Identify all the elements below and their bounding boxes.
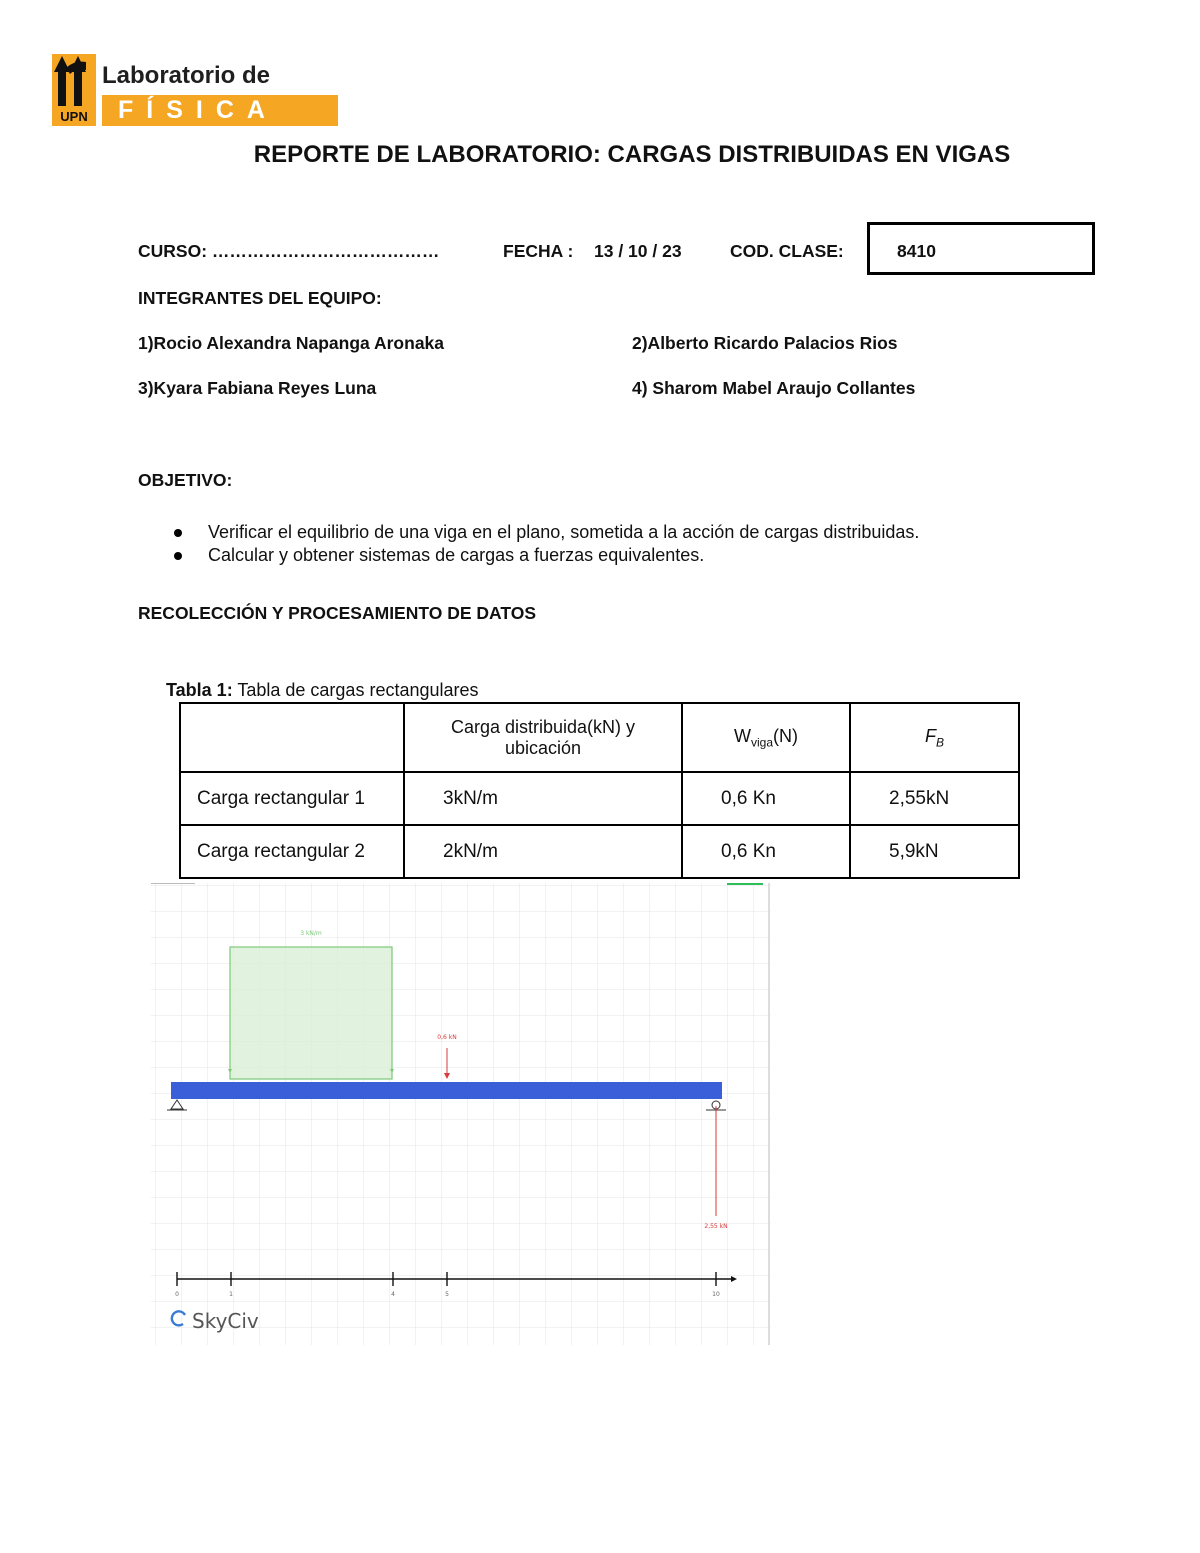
table-header-empty bbox=[180, 703, 404, 772]
cell-load: 3kN/m bbox=[404, 772, 682, 825]
objective-list bbox=[174, 521, 919, 567]
point-load-label: 0,6 kN bbox=[437, 1034, 457, 1041]
axis-tick-label: 10 bbox=[712, 1291, 720, 1298]
header-fb-sub: B bbox=[935, 735, 944, 750]
distributed-load-label: 3 kN/m bbox=[300, 930, 322, 937]
table-caption-text: Tabla de cargas rectangulares bbox=[232, 680, 479, 700]
list-item bbox=[174, 521, 919, 544]
page-title: REPORTE DE LABORATORIO: CARGAS DISTRIBUIDAS EN VIGAS bbox=[253, 141, 1011, 168]
upn-logo bbox=[52, 54, 292, 128]
cell-weight: 0,6 Kn bbox=[682, 772, 850, 825]
header-fb-symbol: F bbox=[924, 725, 936, 746]
team-heading: INTEGRANTES DEL EQUIPO: bbox=[138, 288, 382, 308]
cell-name: Carga rectangular 2 bbox=[180, 825, 404, 878]
beam-diagram bbox=[151, 883, 771, 1345]
cell-name: Carga rectangular 1 bbox=[180, 772, 404, 825]
distributed-load-block bbox=[230, 947, 392, 1079]
table-header-weight bbox=[682, 703, 850, 772]
table-caption bbox=[166, 680, 479, 701]
cod-clase-box bbox=[867, 222, 1095, 275]
team-member-3: 3)Kyara Fabiana Reyes Luna bbox=[138, 378, 377, 398]
axis-tick-label: 4 bbox=[391, 1291, 395, 1298]
table-caption-label: Tabla 1: bbox=[166, 680, 233, 700]
axis-tick-label: 1 bbox=[229, 1291, 233, 1298]
logo-line2: FÍSICA bbox=[102, 95, 338, 126]
objective-text: Verificar el equilibrio de una viga en el plano, sometida a la acción de cargas distribuidas. bbox=[208, 522, 920, 542]
bullet-icon bbox=[174, 529, 182, 537]
axis-tick-label: 5 bbox=[445, 1291, 449, 1298]
cell-weight: 0,6 Kn bbox=[682, 825, 850, 878]
axis-tick-label: 0 bbox=[175, 1291, 179, 1298]
objective-text: Calcular y obtener sistemas de cargas a fuerzas equivalentes. bbox=[208, 545, 705, 565]
cod-clase-label: COD. CLASE: bbox=[730, 241, 844, 261]
beam bbox=[171, 1082, 722, 1099]
arrow-icon bbox=[52, 54, 96, 110]
logo-line1: Laboratorio de bbox=[102, 62, 271, 89]
header-load-line2: ubicación bbox=[504, 737, 582, 758]
cod-clase-value: 8410 bbox=[897, 241, 936, 261]
reaction-label: 2,55 kN bbox=[704, 1223, 728, 1230]
upn-logo-mark bbox=[52, 54, 96, 126]
cell-fb: 2,55kN bbox=[850, 772, 1019, 825]
header-weight-unit: (N) bbox=[773, 725, 798, 746]
upn-logo-text: UPN bbox=[60, 109, 88, 124]
table-header-load bbox=[404, 703, 682, 772]
table-row bbox=[180, 825, 1019, 878]
cell-load: 2kN/m bbox=[404, 825, 682, 878]
header-weight-sub: viga bbox=[750, 735, 773, 750]
fecha-value: 13 / 10 / 23 bbox=[594, 241, 682, 261]
team-member-1: 1)Rocio Alexandra Napanga Aronaka bbox=[138, 333, 445, 353]
cell-fb: 5,9kN bbox=[850, 825, 1019, 878]
header-weight-symbol: W bbox=[733, 725, 751, 746]
table-header-fb bbox=[850, 703, 1019, 772]
section-heading-data: RECOLECCIÓN Y PROCESAMIENTO DE DATOS bbox=[138, 603, 537, 623]
skyciv-text: SkyCiv bbox=[192, 1309, 259, 1333]
team-member-4: 4) Sharom Mabel Araujo Collantes bbox=[632, 378, 916, 398]
fecha-label: FECHA : bbox=[503, 241, 574, 261]
table-header-row bbox=[180, 703, 1019, 772]
list-item bbox=[174, 544, 919, 567]
objective-heading: OBJETIVO: bbox=[138, 470, 233, 490]
bullet-icon bbox=[174, 552, 182, 560]
loads-table bbox=[179, 702, 1020, 879]
curso-label: CURSO: ………………………………… bbox=[138, 241, 440, 261]
header-load-line1: Carga distribuida(kN) y bbox=[450, 716, 636, 737]
table-row bbox=[180, 772, 1019, 825]
team-member-2: 2)Alberto Ricardo Palacios Rios bbox=[632, 333, 898, 353]
